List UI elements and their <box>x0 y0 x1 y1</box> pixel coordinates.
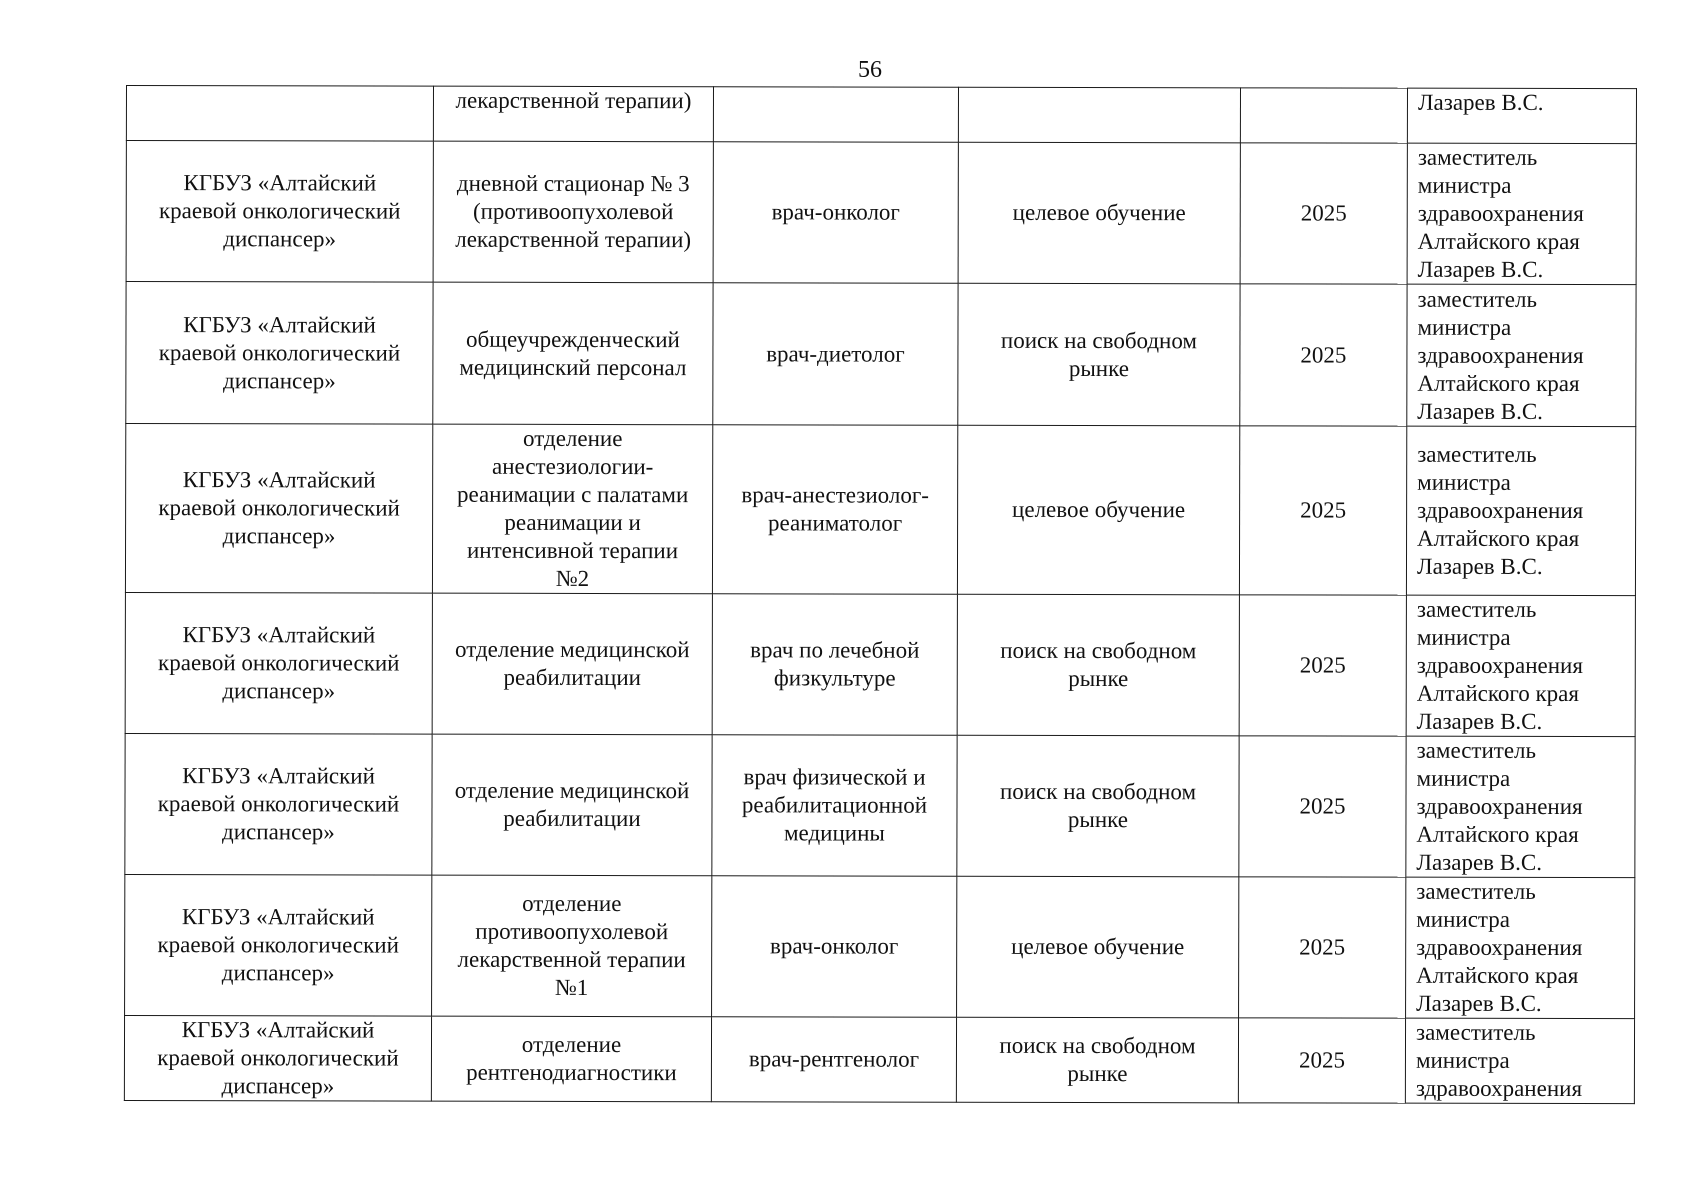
year-cell: 2025 <box>1239 426 1406 595</box>
method-cell <box>958 87 1240 143</box>
table-row <box>126 86 1636 144</box>
org-cell: КГБУЗ «Алтайский краевой онкологический диспансер» <box>125 424 432 594</box>
org-cell: КГБУЗ «Алтайский краевой онкологический диспансер» <box>125 874 432 1016</box>
method-cell: целевое обучение <box>957 425 1239 595</box>
position-cell: врач по лечебной физкультуре <box>712 594 957 736</box>
position-cell <box>713 87 958 143</box>
staffing-table <box>124 85 1637 1104</box>
responsible-cell: заместитель министра здравоохранения Алтайского края Лазарев В.С. <box>1406 426 1635 595</box>
responsible-cell: заместитель министра здравоохранения Алтайского края Лазарев В.С. <box>1407 143 1636 284</box>
page-number: 56 <box>858 57 882 83</box>
position-cell: врач-рентгенолог <box>711 1017 956 1103</box>
position-cell: врач-онколог <box>713 142 958 284</box>
responsible-cell: заместитель министра здравоохранения Алтайского края Лазарев В.С. <box>1406 595 1635 736</box>
year-cell: 2025 <box>1240 284 1407 426</box>
responsible-cell: Лазарев В.С. <box>1407 88 1636 143</box>
year-cell: 2025 <box>1239 877 1406 1018</box>
method-cell: поиск на свободном рынке <box>957 735 1239 877</box>
position-cell: врач-диетолог <box>713 283 958 426</box>
org-cell: КГБУЗ «Алтайский краевой онкологический диспансер» <box>124 1015 431 1101</box>
year-cell: 2025 <box>1239 595 1406 736</box>
table-row <box>125 592 1635 736</box>
org-cell: КГБУЗ «Алтайский краевой онкологический диспансер» <box>126 282 433 425</box>
responsible-cell: заместитель министра здравоохранения Алтайского края Лазарев В.С. <box>1406 736 1635 877</box>
responsible-cell: заместитель министра здравоохранения Алтайского края Лазарев В.С. <box>1407 284 1636 426</box>
department-cell: дневной стационар № 3 (противоопухолевой лекарственной терапии) <box>433 141 713 283</box>
table-row <box>125 733 1635 877</box>
year-cell: 2025 <box>1239 736 1406 877</box>
table-row <box>126 282 1636 427</box>
department-cell: отделение противоопухолевой лекарственной терапии №1 <box>432 875 712 1017</box>
department-cell: отделение медицинской реабилитации <box>432 593 712 735</box>
department-cell: лекарственной терапии) <box>433 86 713 142</box>
org-cell: КГБУЗ «Алтайский краевой онкологический диспансер» <box>126 141 433 283</box>
method-cell: целевое обучение <box>958 142 1240 284</box>
department-cell: общеучрежденческий медицинский персонал <box>433 282 713 425</box>
org-cell <box>126 86 433 142</box>
table-row <box>124 1015 1634 1103</box>
table-row <box>125 874 1635 1018</box>
responsible-cell: заместитель министра здравоохранения <box>1405 1018 1634 1103</box>
table-row <box>126 141 1636 285</box>
org-cell: КГБУЗ «Алтайский краевой онкологический диспансер» <box>125 733 432 875</box>
method-cell: поиск на свободном рынке <box>958 283 1240 426</box>
position-cell: врач физической и реабилитационной медицины <box>712 735 957 877</box>
position-cell: врач-онколог <box>712 876 957 1018</box>
responsible-cell: заместитель министра здравоохранения Алтайского края Лазарев В.С. <box>1406 877 1635 1018</box>
department-cell: отделение анестезиологии- реанимации с палатами реанимации и интенсивной терапии №2 <box>432 424 712 594</box>
position-cell: врач-анестезиолог- реаниматолог <box>712 425 957 595</box>
department-cell: отделение рентгенодиагностики <box>431 1016 711 1102</box>
method-cell: поиск на свободном рынке <box>957 594 1239 736</box>
year-cell: 2025 <box>1238 1018 1405 1103</box>
department-cell: отделение медицинской реабилитации <box>432 734 712 876</box>
year-cell <box>1240 88 1407 143</box>
method-cell: поиск на свободном рынке <box>956 1017 1238 1103</box>
year-cell: 2025 <box>1240 143 1407 284</box>
method-cell: целевое обучение <box>957 876 1239 1018</box>
table-row <box>125 424 1635 596</box>
org-cell: КГБУЗ «Алтайский краевой онкологический диспансер» <box>125 592 432 734</box>
